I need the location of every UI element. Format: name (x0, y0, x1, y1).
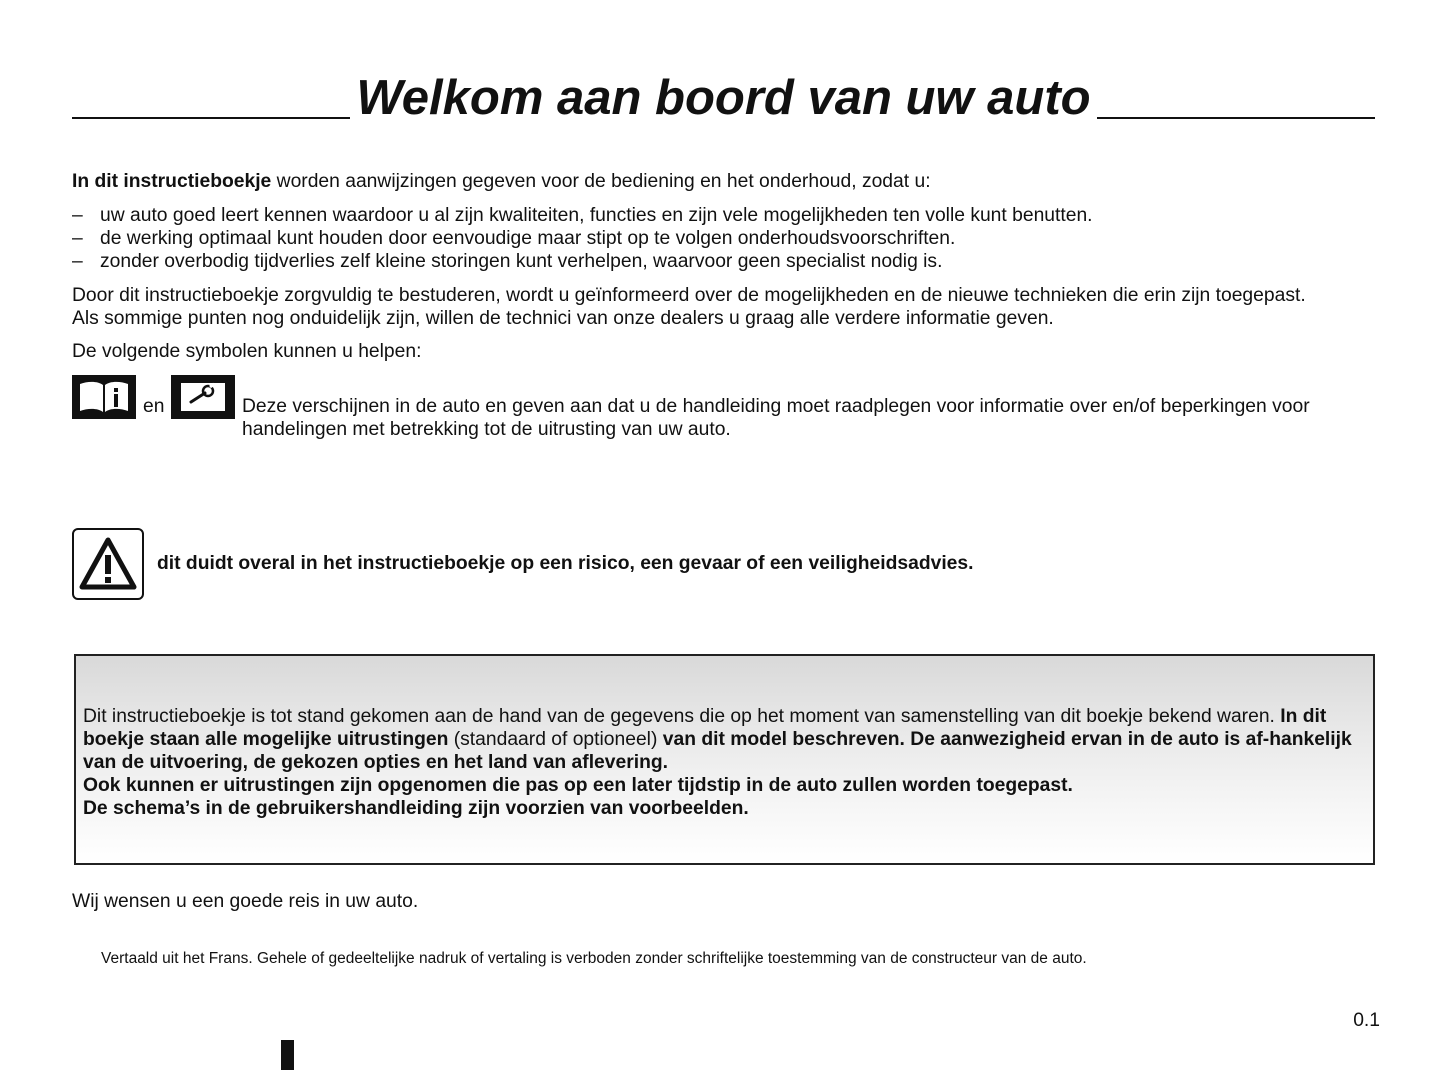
crop-mark (281, 1040, 294, 1070)
warning-row (72, 528, 1382, 604)
notice-part-4: van dit model beschreven. De aanwezigheid ervan in de auto is af-hankelijk van de uitvoering, de gekozen opties en het land van aflevering. (83, 729, 1352, 773)
study-line-2: Als sommige punten nog onduidelijk zijn, willen de technici van onze dealers u graag alle verdere informatie geven. (72, 308, 1054, 329)
closing-wish: Wij wensen u een goede reis in uw auto. (72, 891, 419, 912)
notice-part-2: In dit boekje staan alle mogelijke uitrustingen (83, 706, 1327, 750)
list-item-text: uw auto goed leert kennen waardoor u al zijn kwaliteiten, functies en zijn vele mogelijkheden ten volle kunt benutten. (100, 205, 1093, 226)
bullet-dash: – (72, 228, 83, 249)
page-title (72, 70, 1375, 126)
list-item-text: de werking optimaal kunt houden door eenvoudige maar stipt op te volgen onderhoudsvoorschriften. (100, 228, 956, 249)
notice-box (74, 654, 1375, 865)
list-item (72, 250, 1382, 273)
purpose-list (72, 204, 1382, 273)
symbols-connector: en (143, 396, 165, 417)
symbols-intro: De volgende symbolen kunnen u helpen: (72, 341, 422, 362)
bullet-dash: – (72, 251, 83, 272)
study-paragraph (72, 284, 1392, 330)
list-item (72, 227, 1382, 250)
bullet-dash: – (72, 205, 83, 226)
intro-rest: worden aanwijzingen gegeven voor de bediening en het onderhoud, zodat u: (271, 171, 931, 192)
notice-text (83, 705, 1368, 820)
warning-text: dit duidt overal in het instructieboekje op een risico, een gevaar of een veiligheidsadvies. (157, 553, 974, 574)
page-header (72, 70, 1375, 125)
page-title-text: Welkom aan boord van uw auto (350, 71, 1096, 125)
intro-paragraph (72, 170, 1382, 193)
wrench-icon (171, 375, 235, 419)
notice-line-2: Ook kunnen er uitrustingen zijn opgenomen die pas op een later tijdstip in de auto zullen worden toegepast. (83, 775, 1073, 796)
list-item (72, 204, 1382, 227)
list-item-text: zonder overbodig tijdverlies zelf kleine storingen kunt verhelpen, waarvoor geen specialist nodig is. (100, 251, 943, 272)
study-line-1: Door dit instructieboekje zorgvuldig te bestuderen, wordt u geïnformeerd over de mogelijkheden en de nieuwe technieken die erin zijn toegepast. (72, 285, 1306, 306)
intro-bold: In dit instructieboekje (72, 171, 272, 192)
notice-line-3: De schema’s in de gebruikershandleiding zijn voorzien van voorbeelden. (83, 798, 749, 819)
symbols-row (72, 375, 1382, 445)
warning-triangle-icon (72, 528, 144, 600)
notice-part-3: (standaard of optioneel) (448, 729, 663, 750)
symbols-description: Deze verschijnen in de auto en geven aan dat u de handleiding moet raadplegen voor informatie over en/of beperkingen voor handelingen met betrekking tot de uitrusting van uw auto. (242, 396, 1310, 440)
notice-part-1: Dit instructieboekje is tot stand gekomen aan de hand van de gegevens die op het moment van samenstelling van dit boekje bekend waren. (83, 706, 1281, 727)
book-info-icon (72, 375, 136, 419)
translation-footnote: Vertaald uit het Frans. Gehele of gedeeltelijke nadruk of vertaling is verboden zonder schriftelijke toestemming van de constructeur van de auto. (101, 950, 1087, 967)
page-number: 0.1 (1353, 1010, 1380, 1031)
